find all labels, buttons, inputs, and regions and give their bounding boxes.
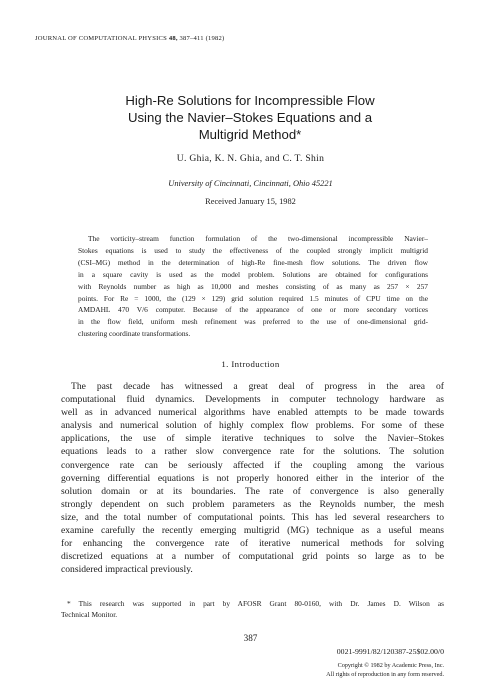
- abstract-line: (CSI–MG) method in the determination of high-Re fine-mesh flow solutions. The driven flow: [78, 257, 428, 267]
- footnote-line: * This research was supported in part by AFOSR Grant 80-0160, with Dr. James D. Wilson as: [67, 599, 444, 608]
- body-line: strongly dependent on such problem parameters as the Reynolds number, the mesh: [61, 498, 444, 510]
- footnote: [61, 598, 444, 620]
- journal-header: [35, 35, 224, 42]
- body-line: applications, the use of simple iterative techniques to solve the Navier–Stokes: [61, 433, 444, 445]
- abstract-line: Stokes equations is used to study the effectiveness of the coupled strongly implicit multigrid: [78, 245, 428, 255]
- body-line: equations leads to a rather slow convergence rate for the solutions. The solution: [61, 446, 444, 458]
- body-text: [61, 380, 444, 576]
- abstract-line: The vorticity–stream function formulation of the two-dimensional incompressible Navier–: [88, 234, 428, 243]
- author-list: U. Ghia, K. N. Ghia, and C. T. Shin: [176, 153, 325, 164]
- body-line: considered impractical previously.: [61, 564, 193, 576]
- journal-name: JOURNAL OF COMPUTATIONAL PHYSICS: [35, 35, 167, 42]
- body-line: computational fluid dynamics. Developments in computer technology hardware as: [61, 394, 444, 406]
- body-line: discretized equations at a number of computational grid points so large as to be: [61, 551, 444, 563]
- body-line: analysis and numerical solution of highly complex flow problems. For some of these: [61, 420, 444, 432]
- page-number: 387: [243, 633, 258, 643]
- abstract-line: with Reynolds number as high as 10,000 and meshes consisting of as many as 257 × 257: [78, 281, 428, 291]
- footnote-line: Technical Monitor.: [61, 610, 118, 619]
- body-line: examine carefully the recently emerging multigrid (MG) technique as a useful means: [61, 525, 444, 537]
- body-line: size, and the total number of computational points. This has led several researchers to: [61, 511, 444, 523]
- title-line: Using the Navier–Stokes Equations and a: [127, 110, 373, 125]
- article-code: 0021-9991/82/120387-25$02.00/0: [336, 647, 444, 656]
- title-line: High-Re Solutions for Incompressible Flow: [125, 93, 375, 108]
- abstract-line: AMDAHL 470 V/6 computer. Because of the appearance of one or more secondary vortices: [78, 305, 428, 315]
- body-line: solution domain or at its boundaries. The rate of convergence is also generally: [61, 485, 444, 497]
- section-heading: 1. Introduction: [221, 359, 280, 369]
- abstract: [78, 233, 428, 340]
- body-line: convergence rate can be seriously affected if the coupling among the various: [61, 459, 444, 471]
- affiliation: University of Cincinnati, Cincinnati, Ohio 45221: [168, 179, 333, 188]
- journal-pages: 387–411 (1982): [179, 35, 225, 42]
- rights-notice: All rights of reproduction in any form reserved.: [326, 671, 444, 678]
- abstract-line: points. For Re = 1000, the (129 × 129) grid solution required 1.5 minutes of CPU time on the: [78, 293, 428, 303]
- body-line: for enhancing the convergence rate of iterative numerical methods for solving: [61, 538, 444, 550]
- abstract-line: clustering coordinate transformations.: [78, 329, 191, 339]
- body-line: governing differential equations is not properly honored either in the interior of the: [61, 472, 444, 484]
- body-line: well as in advanced numerical algorithms have enabled attempts to be made towards: [61, 407, 444, 419]
- copyright-notice: Copyright © 1982 by Academic Press, Inc.: [337, 662, 444, 669]
- paper-title: [60, 92, 440, 143]
- abstract-line: in a square cavity is used as the model problem. Solutions are obtained for configurations: [78, 269, 428, 279]
- publisher-info: [326, 647, 444, 679]
- body-line: The past decade has witnessed a great deal of progress in the area of: [71, 381, 444, 392]
- abstract-line: in the flow field, uniform mesh refinement was preferred to the use of one-dimensional grid-: [78, 317, 428, 327]
- title-line: Multigrid Method*: [198, 127, 302, 142]
- journal-volume: 48,: [168, 35, 178, 42]
- received-date: Received January 15, 1982: [205, 197, 296, 206]
